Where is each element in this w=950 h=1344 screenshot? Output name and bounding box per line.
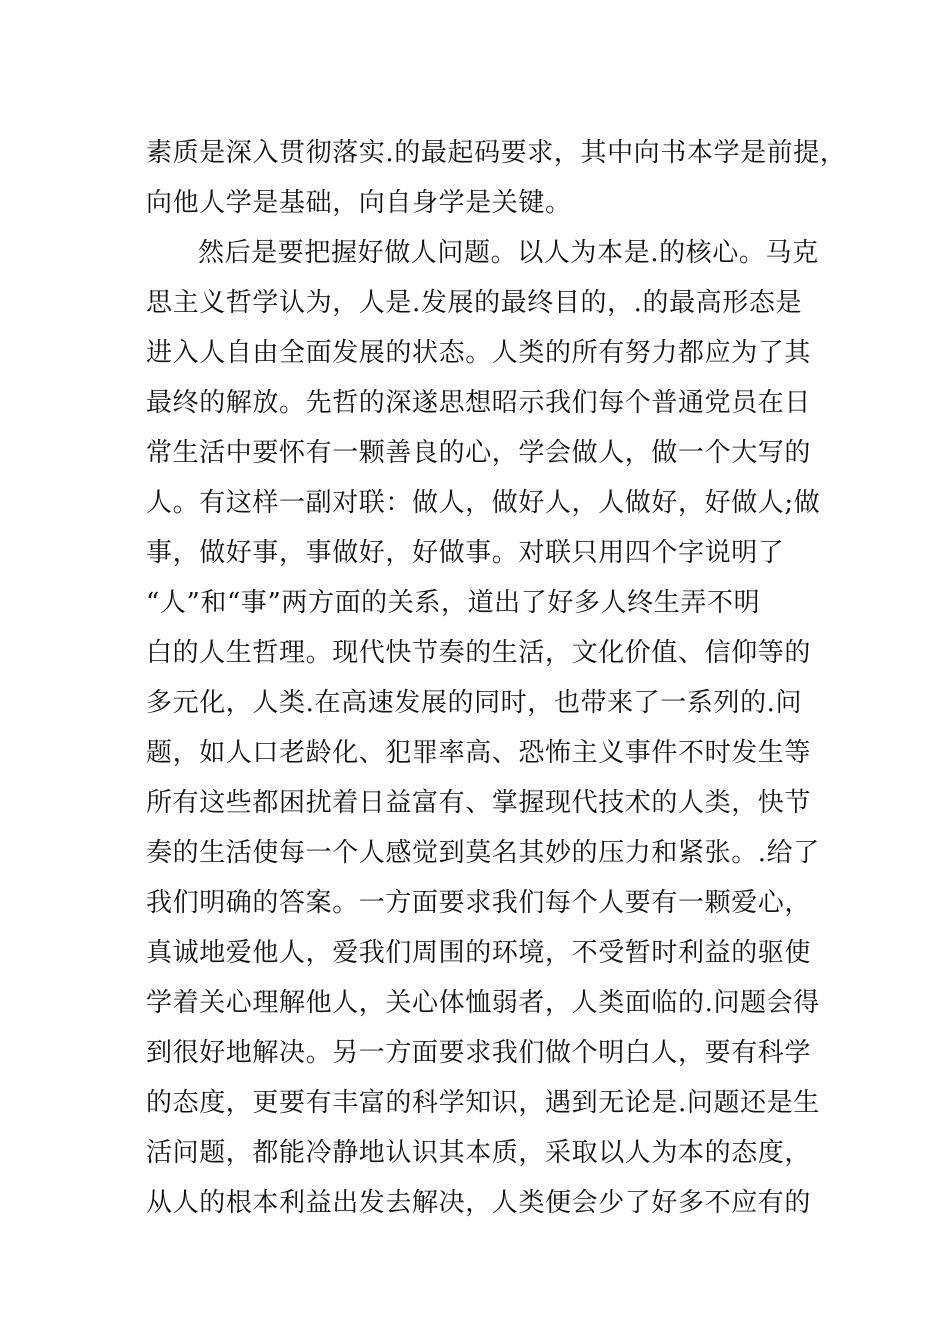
text-line: 人。有这样一副对联：做人，做好人，人做好，好做人;做 [146,488,821,518]
text-line: 向他人学是基础，向自身学是关键。 [146,188,572,218]
text-line: 白的人生哲理。现代快节奏的生活，文化价值、信仰等的 [146,638,812,668]
text-line: 思主义哲学认为，人是.发展的最终目的，.的最高形态是 [146,288,803,318]
text-line: 进入人自由全面发展的状态。人类的所有努力都应为了其 [146,338,812,368]
text-line: 然后是要把握好做人问题。以人为本是.的核心。马克 [198,238,819,268]
text-line: 学着关心理解他人，关心体恤弱者，人类面临的.问题会得 [146,988,820,1018]
body-text [146,128,847,1228]
text-line: “人”和“事”两方面的关系，道出了好多人终生弄不明 [146,588,761,618]
text-line: 多元化，人类.在高速发展的同时，也带来了一系列的.问 [146,688,803,718]
text-line: 我们明确的答案。一方面要求我们每个人要有一颗爱心， [146,888,812,918]
text-line: 所有这些都困扰着日益富有、掌握现代技术的人类，快节 [146,788,812,818]
text-line: 到很好地解决。另一方面要求我们做个明白人，要有科学 [146,1038,812,1068]
text-line: 的态度，更要有丰富的科学知识，遇到无论是.问题还是生 [146,1088,820,1118]
text-line: 常生活中要怀有一颗善良的心，学会做人，做一个大写的 [146,438,812,468]
text-line: 题，如人口老龄化、犯罪率高、恐怖主义事件不时发生等 [146,738,812,768]
text-line: 从人的根本利益出发去解决，人类便会少了好多不应有的 [146,1188,812,1218]
text-line: 真诚地爱他人，爱我们周围的环境，不受暂时利益的驱使 [146,938,812,968]
text-line: 活问题，都能冷静地认识其本质，采取以人为本的态度， [146,1138,812,1168]
text-line: 最终的解放。先哲的深遂思想昭示我们每个普通党员在日 [146,388,812,418]
text-line: 奏的生活使每一个人感觉到莫名其妙的压力和紧张。.给了 [146,838,820,868]
text-line: 事，做好事，事做好，好做事。对联只用四个字说明了 [146,538,785,568]
text-line: 素质是深入贯彻落实.的最起码要求，其中向书本学是前提， [146,138,847,168]
